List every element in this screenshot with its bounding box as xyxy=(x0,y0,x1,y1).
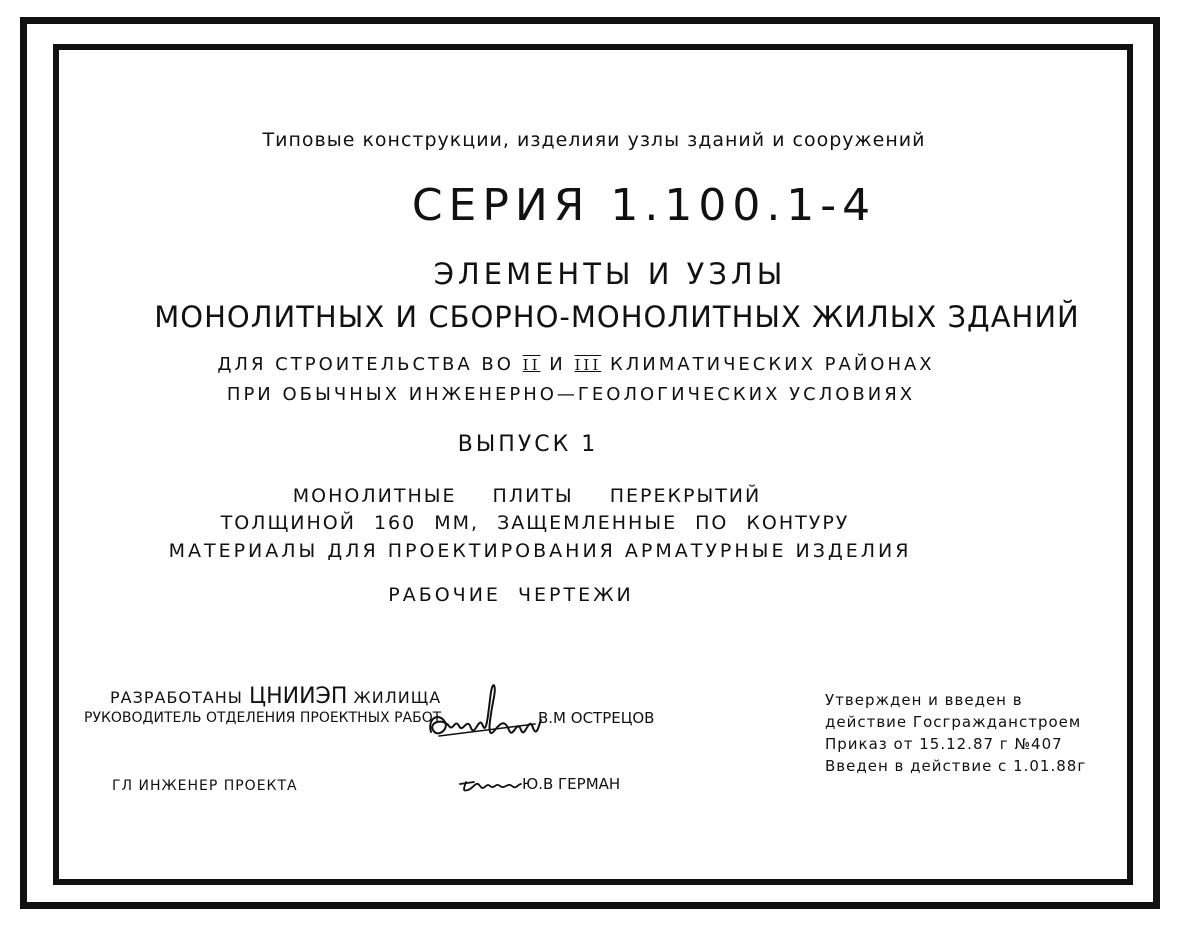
purpose-line-1 xyxy=(217,356,934,374)
organization-name: ЦНИИЭП xyxy=(248,684,348,709)
chief-engineer-label: ГЛ ИНЖЕНЕР ПРОЕКТА xyxy=(112,778,298,794)
series-number: СЕРИЯ 1.100.1-4 xyxy=(411,180,877,231)
signature-german xyxy=(458,772,523,796)
description-line-3: МАТЕРИАЛЫ ДЛЯ ПРОЕКТИРОВАНИЯ АРМАТУРНЫЕ ИЗДЕЛИЯ xyxy=(168,540,912,562)
approval-line-2: действие Госгражданстроем xyxy=(825,713,1082,731)
developed-label: РАЗРАБОТАНЫ xyxy=(110,688,243,707)
document-category: Типовые конструкции, изделияи узлы зданий и сооружений xyxy=(262,129,926,151)
approval-line-1: Утвержден и введен в xyxy=(825,691,1023,709)
signature-ostretsov xyxy=(425,674,545,754)
organization-suffix: ЖИЛИЩА xyxy=(353,688,442,707)
head-of-department-label: РУКОВОДИТЕЛЬ ОТДЕЛЕНИЯ ПРОЕКТНЫХ РАБОТ xyxy=(84,710,442,726)
description-line-1: МОНОЛИТНЫЕ ПЛИТЫ ПЕРЕКРЫТИЙ xyxy=(292,485,762,507)
head-of-department-name: В.М ОСТРЕЦОВ xyxy=(538,709,655,727)
issue-number: ВЫПУСК 1 xyxy=(457,432,599,457)
approval-order: Приказ от 15.12.87 г №407 xyxy=(825,735,1063,753)
chief-engineer-name: Ю.В ГЕРМАН xyxy=(522,775,621,793)
description-line-2: ТОЛЩИНОЙ 160 ММ, ЗАЩЕМЛЕННЫЕ ПО КОНТУРУ xyxy=(220,512,850,534)
climate-region-2: II xyxy=(522,356,541,374)
approval-block xyxy=(825,689,1086,777)
title-line-2: МОНОЛИТНЫХ И СБОРНО-МОНОЛИТНЫХ ЖИЛЫХ ЗДАНИЙ xyxy=(154,300,1080,334)
document-type: РАБОЧИЕ ЧЕРТЕЖИ xyxy=(388,584,634,606)
developed-by xyxy=(110,686,441,708)
climate-region-3: III xyxy=(574,356,602,374)
purpose-prefix: ДЛЯ СТРОИТЕЛЬСТВА ВО xyxy=(217,354,514,375)
approval-effective-date: Введен в действие с 1.01.88г xyxy=(825,757,1087,775)
purpose-line-2: ПРИ ОБЫЧНЫХ ИНЖЕНЕРНО—ГЕОЛОГИЧЕСКИХ УСЛОВИЯХ xyxy=(226,384,916,405)
purpose-conj: И xyxy=(549,354,566,375)
title-line-1: ЭЛЕМЕНТЫ И УЗЛЫ xyxy=(433,257,787,291)
purpose-suffix: КЛИМАТИЧЕСКИХ РАЙОНАХ xyxy=(609,354,935,375)
